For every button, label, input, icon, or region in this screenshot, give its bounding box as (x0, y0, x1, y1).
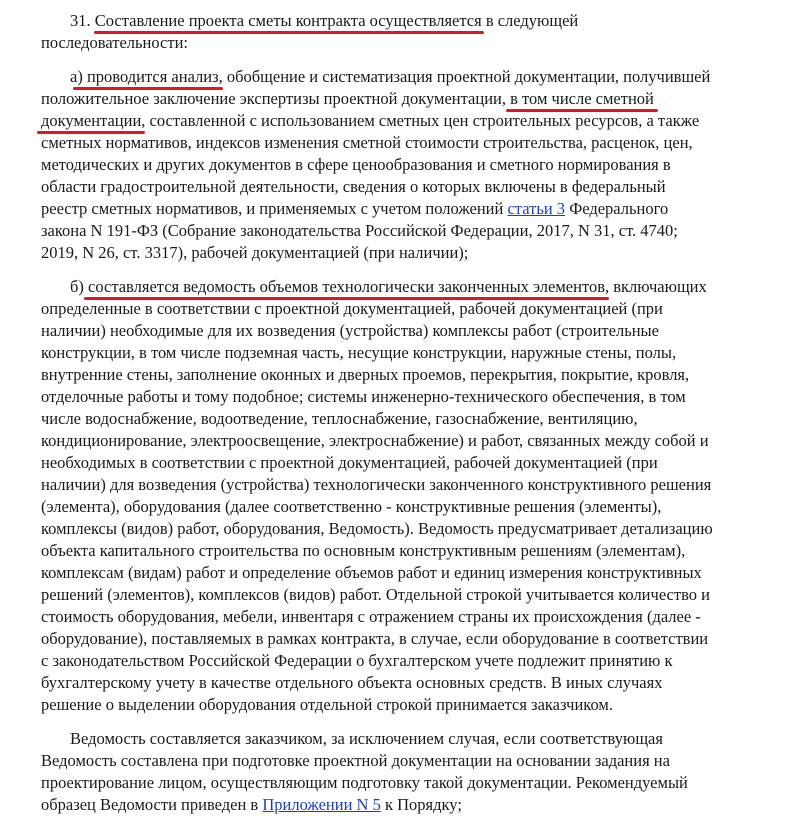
p31-highlight: Составление проекта сметы контракта осуществляется (95, 11, 482, 30)
pb-line: решение о выделении оборудования отдельной строкой принимается заказчиком. (41, 695, 613, 714)
pc-line-1: Ведомость составляется заказчиком, за исключением случая, если соответствующая (70, 729, 663, 748)
pb-line: стоимость оборудования, мебели, инвентаря с отражением страны их происхождения (далее - (41, 607, 701, 626)
pb-line: с законодательством Российской Федерации о бухгалтерском учете подлежит принятию к (41, 651, 673, 670)
pc-line-4: образец Ведомости приведен в Приложении N 5 к Порядку; (41, 795, 462, 814)
p31-line-2: последовательности: (41, 33, 189, 52)
pa-highlight-3: документации (41, 111, 141, 130)
pb-line: внутренние стены, заполнение оконных и дверных проемов, перекрытия, покрытие, кровля, (41, 365, 690, 384)
pb-line: необходимых в соответствии с проектной документацией, рабочей документацией (при (41, 453, 658, 472)
link-appendix-5[interactable]: Приложении N 5 (262, 795, 381, 814)
pa-line-8: закона N 191-ФЗ (Собрание законодательства Российской Федерации, 2017, N 31, ст. 4740; (41, 221, 678, 240)
pa-line-2: положительное заключение экспертизы проектной документации, в том числе сметной (41, 88, 654, 110)
pa-highlight-2: в том числе сметной (510, 89, 654, 108)
pb-line: решений (элементов), комплексов (видов) работ. Отдельной строкой учитывается количество и (41, 585, 710, 604)
pb-line: комплексы (видов) работ, оборудования, Ведомость). Ведомость предусматривает детализацию (41, 519, 713, 538)
pa-line-3: документации , составленной с использованием сметных цен строительных ресурсов, а также (41, 110, 699, 132)
pb-line: определенные в соответствии с проектной документацией, рабочей документацией (при (41, 299, 663, 318)
pa-line-7: реестр сметных нормативов, и применяемых с учетом положений статьи 3 Федерального (41, 199, 669, 218)
p31-line-1: 31. Составление проекта сметы контракта осуществляется в следующей (70, 10, 578, 32)
pb-line: конструкции, в том числе подземная часть, несущие конструкции, наружные стены, полы, (41, 343, 677, 362)
pb-line: комплексам (видам) работ и определение объемов работ и единиц измерения конструктивных (41, 563, 702, 582)
pb-line: (элемента), оборудования (далее соответственно - конструктивные решения (элементы), (41, 497, 662, 516)
pa-line-4: сметных нормативов, индексов изменения сметной стоимости строительства, расценок, цен, (41, 133, 693, 152)
pa-highlight-1: проводится анализ (87, 67, 219, 86)
pb-highlight: составляется ведомость объемов технологически законченных элементов (88, 277, 605, 296)
pb-line: наличии) для возведения (устройства) технологически законченного конструктивного решения (41, 475, 712, 494)
pb-line: наличии) необходимые для их возведения (устройства) комплексы работ (строительные (41, 321, 659, 340)
pc-line-2: Ведомость составлена при подготовке проектной документации на основании задания на (41, 751, 670, 770)
pb-line: числе водоснабжение, водоотведение, теплоснабжение, газоснабжение, вентиляцию, (41, 409, 638, 428)
pb-line: бухгалтерскому учету в качестве отдельного объекта основных средств. В иных случаях (41, 673, 663, 692)
pb-line: объекта капитального строительства по основным конструктивным решениям (элементам), (41, 541, 686, 560)
pa-line-6: области градостроительной деятельности, сведения о которых включены в федеральный (41, 177, 666, 196)
pa-line-9: 2019, N 26, ст. 3317), рабочей документацией (при наличии); (41, 243, 469, 262)
pb-line-1: б) составляется ведомость объемов технологически законченных элементов , включающих (70, 276, 707, 298)
pc-line-3: проектирование лицом, осуществляющим подготовку такой документации. Рекомендуемый (41, 773, 688, 792)
pa-line-1: а) проводится анализ , обобщение и систематизация проектной документации, получившей (70, 66, 710, 88)
pb-line: оборудование), поставляемых в рамках контракта, в случае, если оборудование в соответствии (41, 629, 709, 648)
link-article-3[interactable]: статьи 3 (507, 199, 566, 218)
pa-line-5: методических и других документов в сфере ценообразования и сметного нормирования в (41, 155, 671, 174)
pb-line: отделочные работы и тому подобное; системы инженерно-технического обеспечения, в том (41, 387, 686, 406)
pb-line: кондиционирование, электроосвещение, электроснабжение) и работ, связанных между собой и (41, 431, 709, 450)
